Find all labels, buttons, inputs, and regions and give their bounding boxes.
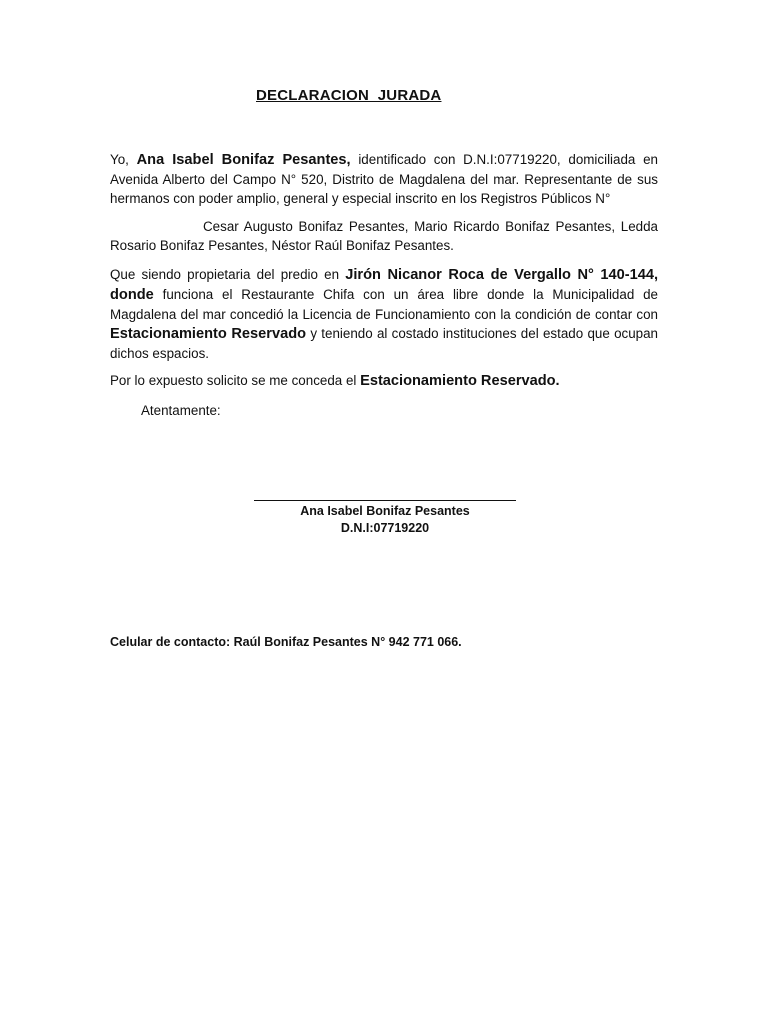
paragraph-intro: Yo, bbox=[110, 152, 137, 167]
closing-text: Atentamente: bbox=[141, 403, 221, 418]
signature-dni: D.N.I:07719220 bbox=[340, 521, 430, 535]
paragraph-details: identificado con D.N.I:07719220, domiciliada en Avenida Alberto del Campo N° 520, Distrito de Magdalena del mar. Representante de sus hermanos con poder amplio, general y especial inscrito en los Registros Públicos N° bbox=[110, 152, 658, 206]
signature-line bbox=[254, 500, 516, 501]
document-title: DECLARACION JURADA bbox=[256, 87, 442, 104]
property-intro: Que siendo propietaria del predio en bbox=[110, 267, 346, 282]
paragraph-siblings: Cesar Augusto Bonifaz Pesantes, Mario Ricardo Bonifaz Pesantes, Ledda Rosario Bonifaz Pesantes, Néstor Raúl Bonifaz Pesantes. bbox=[110, 219, 658, 253]
request-text: Por lo expuesto solicito se me conceda el bbox=[110, 373, 361, 388]
signature-name: Ana Isabel Bonifaz Pesantes bbox=[300, 504, 470, 518]
paragraph-request bbox=[110, 371, 658, 391]
property-context-text: y teniendo al costado instituciones del estado que ocupan dichos espacios. bbox=[110, 326, 658, 361]
paragraph-property bbox=[110, 265, 658, 363]
reserved-parking-label: Estacionamiento Reservado bbox=[110, 326, 307, 342]
declarant-name: Ana Isabel Bonifaz Pesantes, bbox=[136, 152, 351, 168]
contact-info: Celular de contacto: Raúl Bonifaz Pesantes N° 942 771 066. bbox=[110, 635, 462, 649]
paragraph-declarant bbox=[110, 150, 658, 208]
property-address: Jirón Nicanor Roca de Vergallo N° 140-144, donde bbox=[110, 267, 658, 303]
property-license-text: funciona el Restaurante Chifa con un área libre donde la Municipalidad de Magdalena del mar concedió la Licencia de Funcionamiento con la condición de contar con bbox=[110, 287, 658, 322]
request-highlight: Estacionamiento Reservado. bbox=[360, 373, 560, 389]
